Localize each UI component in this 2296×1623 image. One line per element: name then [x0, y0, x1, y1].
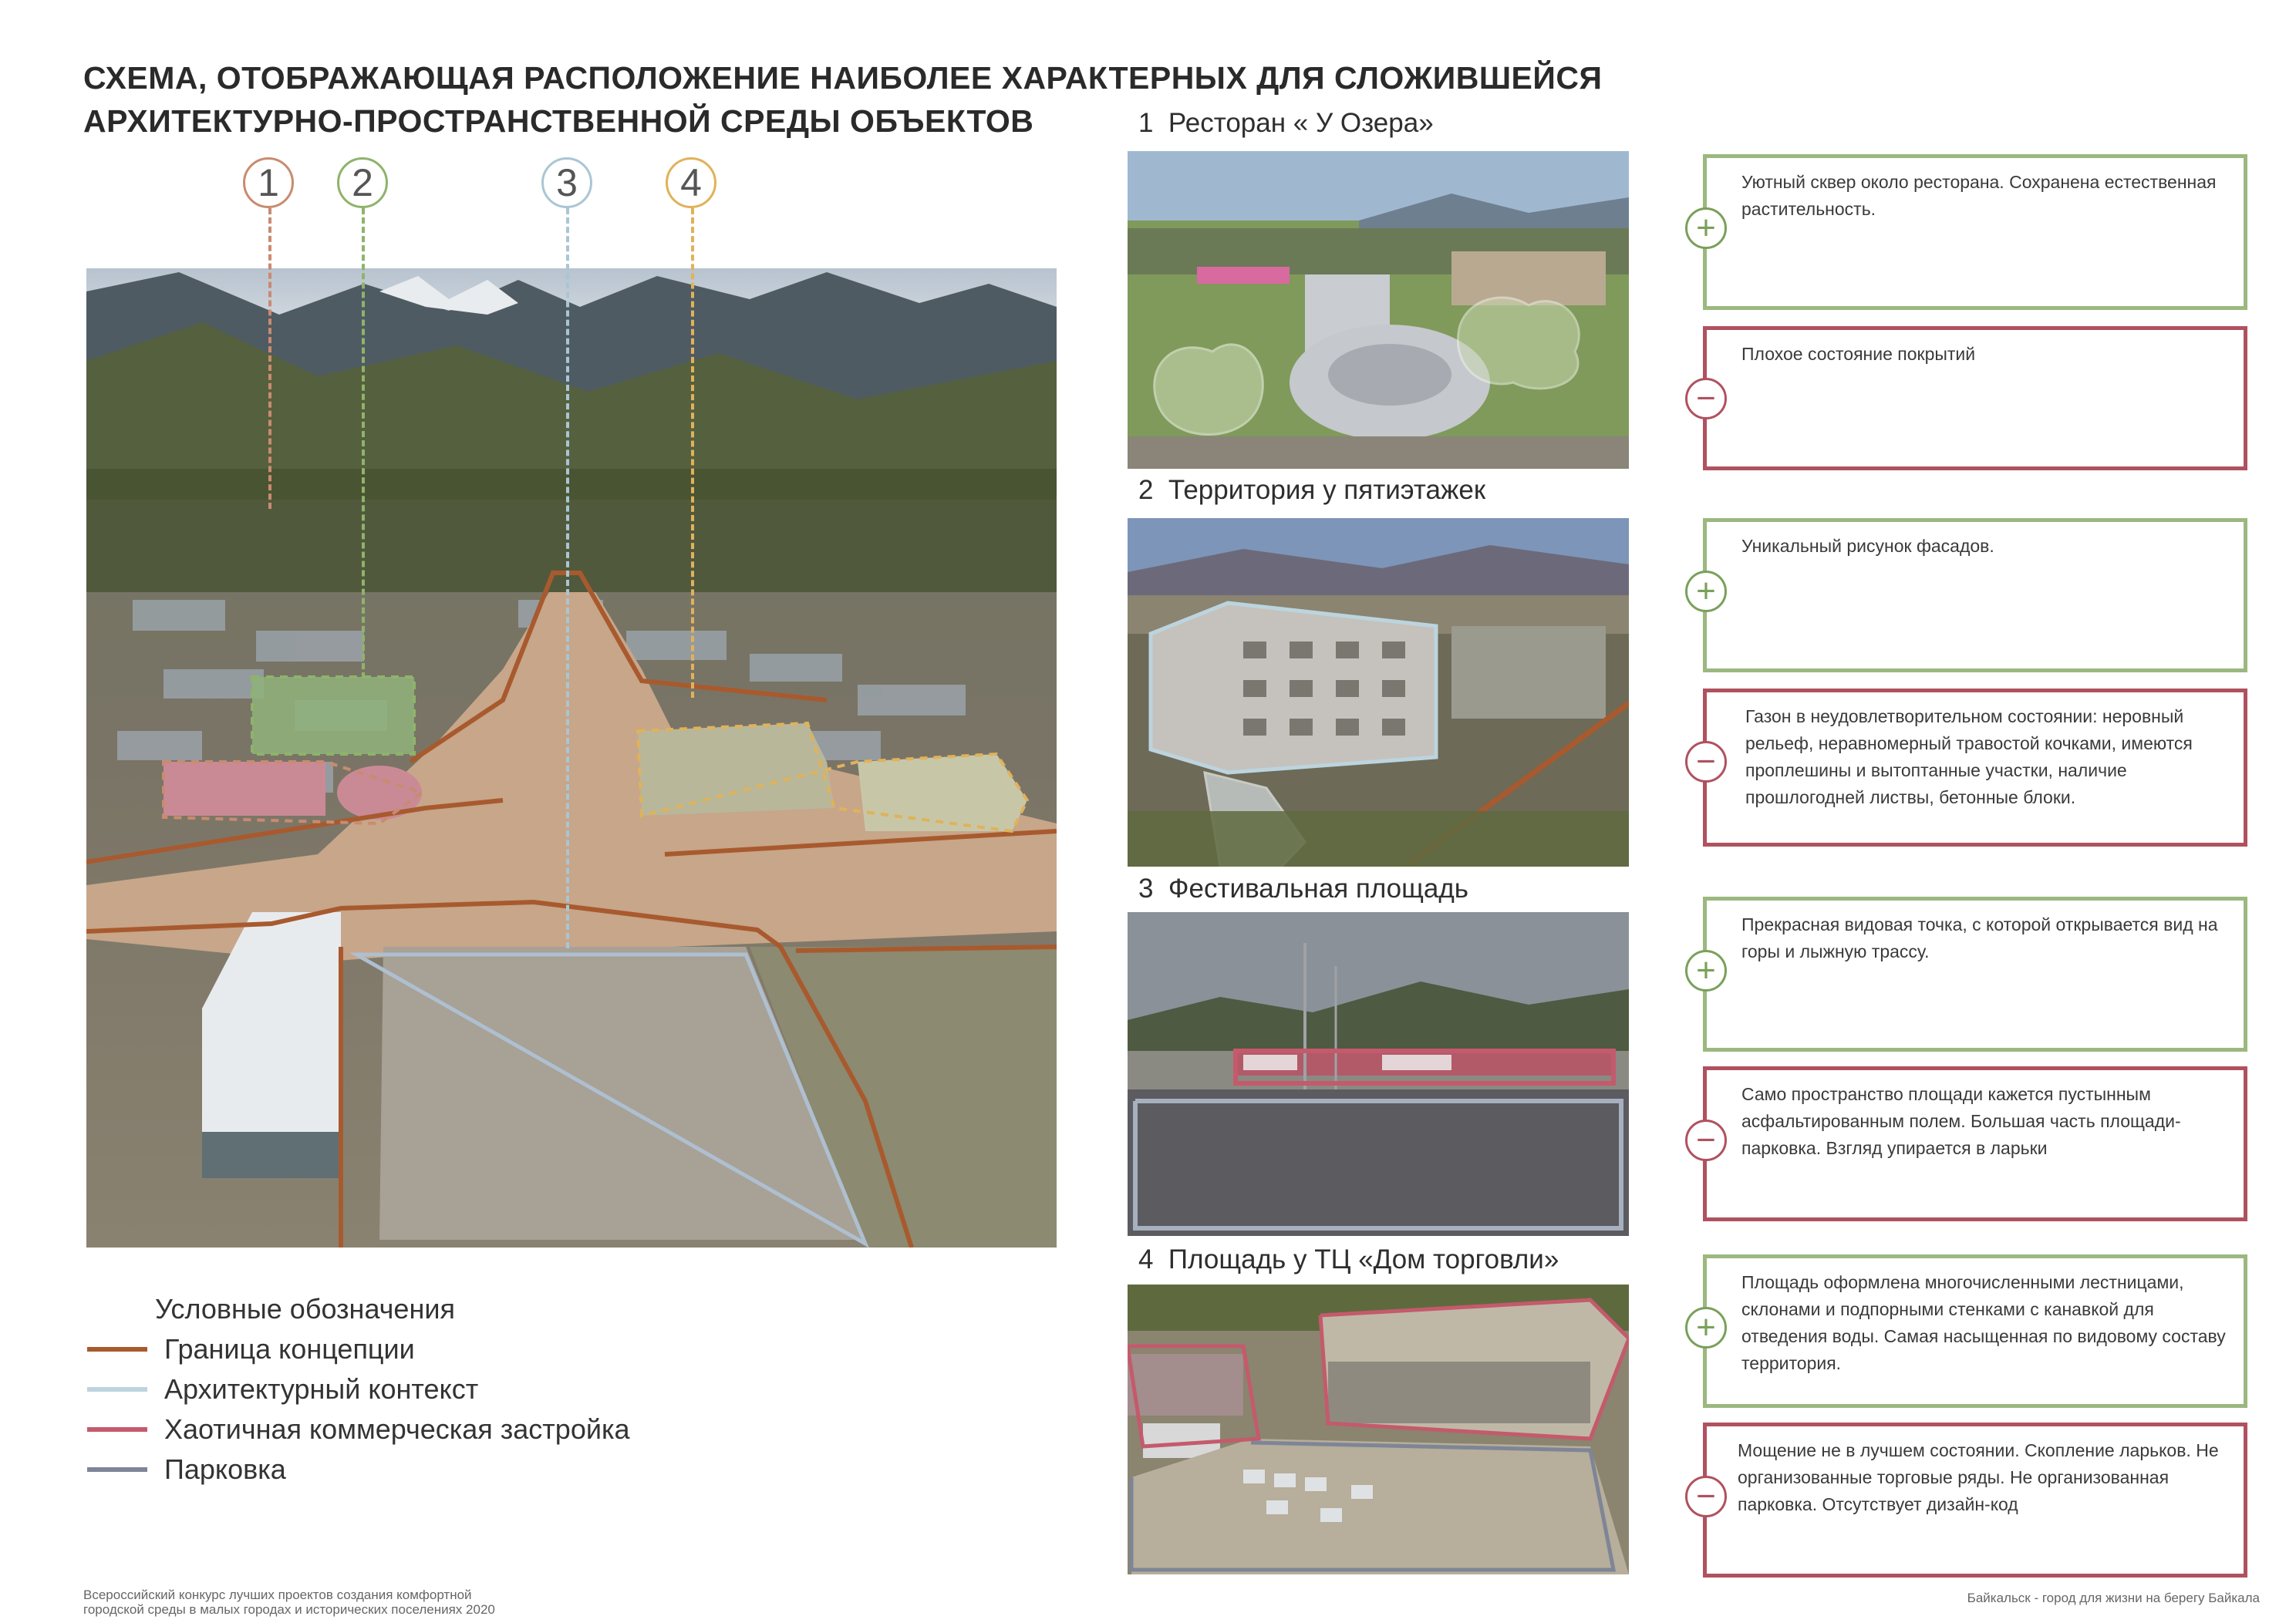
minus-icon: − — [1685, 378, 1727, 419]
page-title-line-2: АРХИТЕКТУРНО-ПРОСТРАНСТВЕННОЙ СРЕДЫ ОБЪЕКТОВ — [83, 103, 1034, 139]
legend-item-parking — [87, 1450, 630, 1490]
section-2-plus-text: Уникальный рисунок фасадов. — [1741, 536, 1994, 556]
marker-3: 3 — [541, 157, 592, 208]
legend-label: Граница концепции — [164, 1333, 415, 1365]
legend-label: Архитектурный контекст — [164, 1373, 479, 1405]
section-2-photo — [1128, 518, 1629, 867]
legend-swatch — [87, 1347, 147, 1352]
section-1-plus-box — [1703, 154, 2247, 310]
marker-4-line — [691, 208, 694, 698]
section-3-photo — [1128, 912, 1629, 1236]
section-2-plus-box — [1703, 518, 2247, 672]
section-3-minus-box — [1703, 1066, 2247, 1221]
legend-item-concept-border — [87, 1329, 630, 1369]
marker-1-line — [268, 208, 271, 509]
legend — [87, 1289, 630, 1490]
page-title-line-1: СХЕМА, ОТОБРАЖАЮЩАЯ РАСПОЛОЖЕНИЕ НАИБОЛЕЕ ХАРАКТЕРНЫХ ДЛЯ СЛОЖИВШЕЙСЯ — [83, 60, 1603, 96]
section-4-plus-box — [1703, 1254, 2247, 1408]
legend-title: Условные обозначения — [155, 1293, 455, 1325]
section-1-minus-box — [1703, 326, 2247, 470]
section-1-minus-text: Плохое состояние покрытий — [1741, 344, 1976, 364]
legend-label: Парковка — [164, 1453, 286, 1485]
plus-icon: + — [1685, 207, 1727, 249]
section-2-minus-box — [1703, 689, 2247, 847]
footer-left — [83, 1588, 495, 1617]
aerial-map-illustration — [86, 268, 1057, 1248]
section-2-title: 2 Территория у пятиэтажек — [1138, 475, 1486, 505]
section-4-plus-text: Площадь оформлена многочисленными лестницами, склонами и подпорными стенками с канавкой для отведения воды. Самая насыщенная по видовому составу территория. — [1741, 1272, 2226, 1373]
section-4-minus-box — [1703, 1423, 2247, 1578]
section-3-plus-box — [1703, 897, 2247, 1052]
section-3-plus-text: Прекрасная видовая точка, с которой открывается вид на горы и лыжную трассу. — [1741, 914, 2218, 961]
marker-4: 4 — [666, 157, 716, 208]
section-1-title: 1 Ресторан « У Озера» — [1138, 108, 1434, 138]
marker-2: 2 — [337, 157, 388, 208]
legend-item-commercial — [87, 1409, 630, 1450]
section-4-minus-text: Мощение не в лучшем состоянии. Скопление ларьков. Не организованные торговые ряды. Не организованная парковка. Отсутствует дизайн-код — [1738, 1440, 2219, 1514]
footer-right: Байкальск - город для жизни на берегу Байкала — [1967, 1591, 2260, 1605]
section-4-title: 4 Площадь у ТЦ «Дом торговли» — [1138, 1244, 1559, 1274]
section-4-photo — [1128, 1285, 1629, 1574]
section-1-photo — [1128, 151, 1629, 469]
plus-icon: + — [1685, 571, 1727, 612]
minus-icon: − — [1685, 741, 1727, 783]
plus-icon: + — [1685, 1307, 1727, 1349]
section-1-plus-text: Уютный сквер около ресторана. Сохранена естественная растительность. — [1741, 172, 2217, 219]
legend-swatch — [87, 1427, 147, 1432]
marker-2-line — [362, 208, 365, 678]
legend-label: Хаотичная коммерческая застройка — [164, 1413, 630, 1445]
marker-3-line — [566, 208, 569, 948]
aerial-map — [86, 268, 1057, 1248]
plus-icon: + — [1685, 950, 1727, 992]
footer-left-line-2: городской среды в малых городах и исторических поселениях 2020 — [83, 1602, 495, 1617]
section-3-title: 3 Фестивальная площадь — [1138, 874, 1469, 904]
section-3-minus-text: Само пространство площади кажется пустынным асфальтированным полем. Большая часть площади-парковка. Взгляд упирается в ларьки — [1741, 1084, 2181, 1158]
minus-icon: − — [1685, 1120, 1727, 1161]
footer-left-line-1: Всероссийский конкурс лучших проектов создания комфортной — [83, 1588, 472, 1602]
marker-1: 1 — [243, 157, 294, 208]
legend-swatch — [87, 1387, 147, 1392]
legend-swatch — [87, 1467, 147, 1472]
legend-item-context — [87, 1369, 630, 1409]
minus-icon: − — [1685, 1476, 1727, 1517]
section-2-minus-text: Газон в неудовлетворительном состоянии: неровный рельеф, неравномерный травостой кочками, имеются проплешины и вытоптанные участки, наличие прошлогодней листвы, бетонные блоки. — [1745, 706, 2193, 807]
